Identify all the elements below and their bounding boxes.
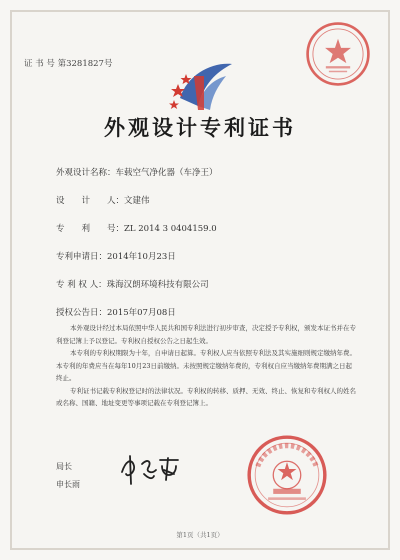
design-name-label: 外观设计名称： xyxy=(56,168,116,178)
top-seal-icon xyxy=(300,16,376,92)
design-name-value: 车载空气净化器（车净王） xyxy=(115,168,218,178)
official-seal-icon xyxy=(244,432,330,518)
certificate-number: 证 书 号 第3281827号 xyxy=(24,59,113,69)
certificate-title: 外观设计专利证书 xyxy=(104,115,296,140)
patentee-row xyxy=(56,278,209,290)
patent-number-label: 专 利 号： xyxy=(56,224,125,234)
body-paragraph: 本外观设计经过本局依照中华人民共和国专利法进行初步审查，决定授予专利权，颁发本证书并在专利登记簿上予以登记。专利权自授权公告之日起生效。 xyxy=(56,324,356,345)
filing-date-value: 2014年10月23日 xyxy=(107,252,176,262)
grant-date-label: 授权公告日： xyxy=(56,308,108,318)
filing-date-row xyxy=(56,250,176,262)
patent-number-row xyxy=(56,222,217,234)
designer-value: 文建伟 xyxy=(124,196,150,206)
chief-name-label: 申长雨 xyxy=(56,480,80,489)
designer-label: 设 计 人： xyxy=(56,196,125,206)
grant-date-row xyxy=(56,306,176,318)
body-paragraph: 本专利的专利权期限为十年，自申请日起算。专利权人应当依照专利法及其实施细则规定缴纳年费。本专利的年费应当在每年10月23日前缴纳。未按照规定缴纳年费的，专利权自应当缴纳年费期满之日起终止。 xyxy=(56,349,356,382)
filing-date-label: 专利申请日： xyxy=(56,252,108,262)
designer-row xyxy=(56,194,150,206)
page-footer: 第1页（共1页） xyxy=(176,531,224,539)
handwritten-signature-icon xyxy=(118,452,182,486)
patent-number-value: ZL 2014 3 0404159.0 xyxy=(124,224,217,234)
design-name-row xyxy=(56,166,218,178)
certificate-body xyxy=(56,322,356,410)
body-paragraph: 专利证书记载专利权登记时的法律状况。专利权的转移、质押、无效、终止、恢复和专利权人的姓名或名称、国籍、地址变更等事项记载在专利登记簿上。 xyxy=(56,386,356,407)
chief-title-label: 局长 xyxy=(56,462,72,471)
grant-date-value: 2015年07月08日 xyxy=(107,308,176,318)
patent-office-emblem-icon xyxy=(168,54,238,114)
patentee-value: 珠海汉朗环境科技有限公司 xyxy=(106,280,209,290)
patentee-label: 专 利 权 人： xyxy=(56,280,107,290)
